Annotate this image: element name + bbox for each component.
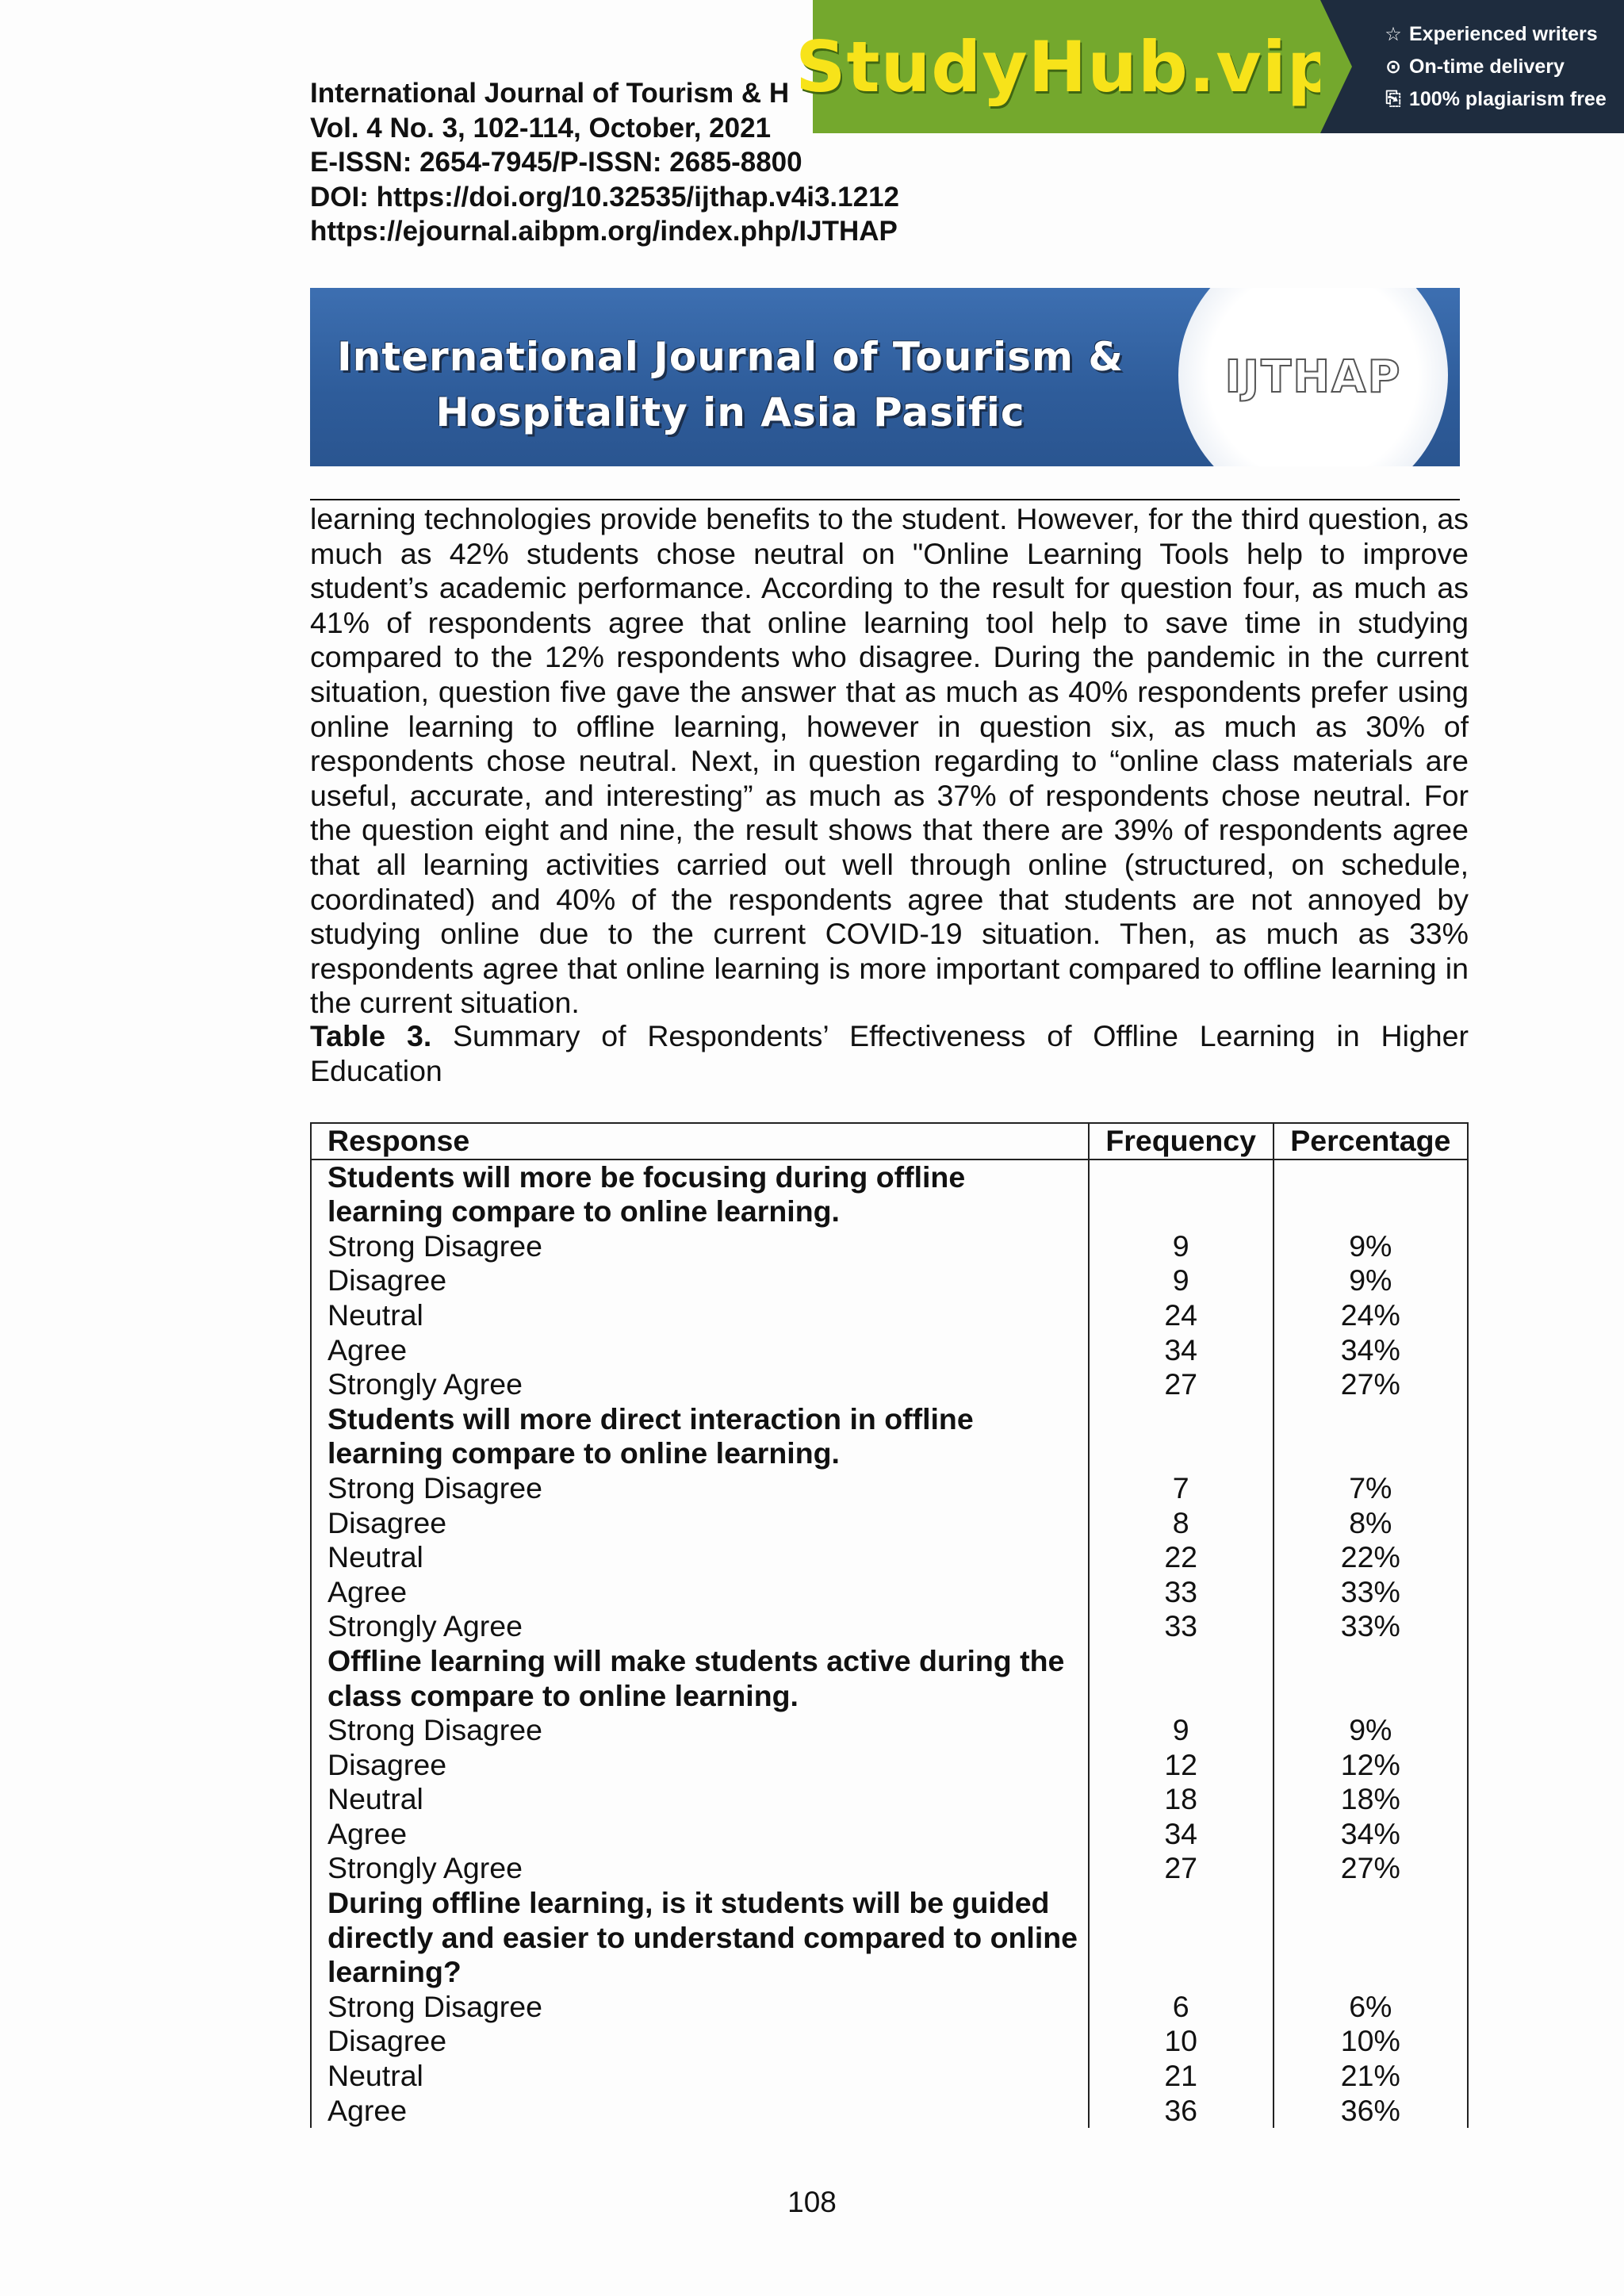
studyhub-ad-banner[interactable] xyxy=(795,0,1624,133)
response-cell: Agree xyxy=(327,1574,408,1608)
percentage-cell: 9% xyxy=(1274,1713,1468,1748)
question-row xyxy=(311,1159,1468,1229)
table-row xyxy=(311,1575,1468,1610)
question-row xyxy=(311,1886,1468,1990)
frequency-cell: 12 xyxy=(1089,1748,1274,1783)
frequency-cell: 8 xyxy=(1089,1506,1274,1541)
frequency-cell: 21 xyxy=(1089,2059,1274,2094)
empty-cell xyxy=(1089,1402,1274,1471)
empty-cell xyxy=(1089,1644,1274,1713)
percentage-cell: 18% xyxy=(1274,1782,1468,1817)
percentage-cell: 10% xyxy=(1274,2024,1468,2059)
ijthap-logo: IJTHAP xyxy=(1224,351,1402,403)
percentage-cell: 9% xyxy=(1274,1263,1468,1298)
percentage-cell: 21% xyxy=(1274,2059,1468,2094)
journal-header xyxy=(310,76,900,249)
ad-feature-label: On-time delivery xyxy=(1409,55,1565,78)
document-icon: ⎘ xyxy=(1385,88,1401,109)
journal-url[interactable]: https://ejournal.aibpm.org/index.php/IJTHAP xyxy=(310,216,898,247)
banner-title xyxy=(310,329,1151,440)
frequency-cell: 34 xyxy=(1089,1333,1274,1368)
response-cell: Strongly Agree xyxy=(327,1609,523,1643)
ad-feature xyxy=(1384,56,1624,79)
ad-feature-label: Experienced writers xyxy=(1409,22,1598,45)
issn-info: E-ISSN: 2654-7945/P-ISSN: 2685-8800 xyxy=(310,147,802,178)
body-paragraph: learning technologies provide benefits to the student. However, for the third question, as much as 42% students chose neutral on "Online Learning Tools help to improve student’s academic performance. According to the result for question four, as much as 41% of respondents agree that online learning tool help to save time in studying compared to the 12% respondents who disagree. During the pandemic in the current situation, question five gave the answer that as much as 40% respondents prefer using online learning to offline learning, however in question six, as much as 30% of respondents chose neutral. Next, in question regarding to “online class materials are useful, accurate, and interesting” as much as 37% of respondents chose neutral. For the question eight and nine, the result shows that there are 39% of respondents agree that all learning activities carried out well through online (structured, on schedule, coordinated) and 40% of the respondents agree that students are not annoyed by studying online due to the current COVID-19 situation. Then, as much as 33% respondents agree that online learning is more important compared to offline learning in the current situation. xyxy=(310,502,1469,1020)
percentage-cell: 33% xyxy=(1274,1575,1468,1610)
column-header-frequency: Frequency xyxy=(1089,1123,1274,1159)
percentage-cell: 34% xyxy=(1274,1333,1468,1368)
frequency-cell: 33 xyxy=(1089,1609,1274,1644)
response-cell: Agree xyxy=(327,2093,408,2127)
response-cell: Strong Disagree xyxy=(327,1470,542,1504)
column-header-response: Response xyxy=(311,1123,1089,1159)
table-row xyxy=(311,1263,1468,1298)
table-header-row xyxy=(311,1123,1468,1159)
frequency-cell: 24 xyxy=(1089,1298,1274,1333)
ad-features-panel xyxy=(1320,0,1624,133)
clock-icon: ⊙ xyxy=(1385,56,1402,78)
table-row xyxy=(311,1748,1468,1783)
question-row xyxy=(311,1402,1468,1471)
ad-feature-label: 100% plagiarism free xyxy=(1409,87,1607,110)
ad-feature xyxy=(1384,23,1624,46)
response-cell: Agree xyxy=(327,1332,408,1366)
banner-title-line: Hospitality in Asia Pasific xyxy=(435,389,1025,435)
percentage-cell: 22% xyxy=(1274,1540,1468,1575)
column-header-percentage: Percentage xyxy=(1274,1123,1468,1159)
empty-cell xyxy=(1089,1159,1274,1229)
empty-cell xyxy=(1274,1886,1468,1990)
empty-cell xyxy=(1274,1402,1468,1471)
response-cell: Disagree xyxy=(327,1505,447,1539)
table-row xyxy=(311,1713,1468,1748)
table-row xyxy=(311,1782,1468,1817)
header-divider xyxy=(310,499,1460,500)
table-caption-label: Table 3. xyxy=(310,1019,432,1052)
table-row xyxy=(311,1298,1468,1333)
table-row xyxy=(311,1506,1468,1541)
response-cell: Disagree xyxy=(327,2024,447,2058)
frequency-cell: 22 xyxy=(1089,1540,1274,1575)
table-row xyxy=(311,1229,1468,1264)
page-number: 108 xyxy=(787,2186,837,2218)
response-cell: Neutral xyxy=(327,1540,423,1574)
banner-title-line: International Journal of Tourism & xyxy=(337,334,1124,380)
empty-cell xyxy=(1089,1886,1274,1990)
table-row xyxy=(311,1609,1468,1644)
question-text: Students will more be focusing during offline learning compare to online learning. xyxy=(327,1159,966,1228)
response-cell: Strong Disagree xyxy=(327,1713,542,1747)
question-text: Students will more direct interaction in offline learning compare to online learning. xyxy=(327,1401,974,1470)
frequency-cell: 27 xyxy=(1089,1851,1274,1886)
volume-info: Vol. 4 No. 3, 102-114, October, 2021 xyxy=(310,112,772,144)
table-caption xyxy=(310,1019,1469,1088)
empty-cell xyxy=(1274,1644,1468,1713)
percentage-cell: 34% xyxy=(1274,1817,1468,1852)
doi-link[interactable]: DOI: https://doi.org/10.32535/ijthap.v4i3.1212 xyxy=(310,181,900,213)
table-row xyxy=(311,2024,1468,2059)
response-cell: Strongly Agree xyxy=(327,1851,523,1885)
ad-logo-panel[interactable] xyxy=(795,0,1338,133)
frequency-cell: 6 xyxy=(1089,1990,1274,2025)
table-row xyxy=(311,2094,1468,2129)
percentage-cell: 27% xyxy=(1274,1851,1468,1886)
table-body xyxy=(311,1159,1468,2129)
response-cell: Agree xyxy=(327,1816,408,1850)
frequency-cell: 33 xyxy=(1089,1575,1274,1610)
star-icon: ☆ xyxy=(1385,23,1402,45)
table-row xyxy=(311,1540,1468,1575)
journal-name: International Journal of Tourism & H xyxy=(310,78,790,109)
percentage-cell: 36% xyxy=(1274,2094,1468,2129)
response-cell: Strongly Agree xyxy=(327,1367,523,1401)
frequency-cell: 27 xyxy=(1089,1367,1274,1402)
table-row xyxy=(311,1471,1468,1506)
response-cell: Neutral xyxy=(327,1297,423,1332)
table-row xyxy=(311,1333,1468,1368)
frequency-cell: 9 xyxy=(1089,1263,1274,1298)
response-cell: Neutral xyxy=(327,1782,423,1816)
table-row xyxy=(311,1367,1468,1402)
percentage-cell: 8% xyxy=(1274,1506,1468,1541)
percentage-cell: 6% xyxy=(1274,1990,1468,2025)
empty-cell xyxy=(1274,1159,1468,1229)
percentage-cell: 33% xyxy=(1274,1609,1468,1644)
table-row xyxy=(311,1990,1468,2025)
frequency-cell: 7 xyxy=(1089,1471,1274,1506)
ad-feature xyxy=(1384,88,1624,111)
question-text: Offline learning will make students active during the class compare to online learning. xyxy=(327,1643,1065,1712)
response-cell: Disagree xyxy=(327,1263,447,1297)
table-row xyxy=(311,1817,1468,1852)
table-row xyxy=(311,1851,1468,1886)
frequency-cell: 9 xyxy=(1089,1229,1274,1264)
table-row xyxy=(311,2059,1468,2094)
response-cell: Strong Disagree xyxy=(327,1989,542,2023)
percentage-cell: 7% xyxy=(1274,1471,1468,1506)
response-cell: Disagree xyxy=(327,1747,447,1781)
question-text: During offline learning, is it students will be guided directly and easier to understand compared to online learning? xyxy=(327,1886,1078,1989)
percentage-cell: 9% xyxy=(1274,1229,1468,1264)
question-row xyxy=(311,1644,1468,1713)
frequency-cell: 18 xyxy=(1089,1782,1274,1817)
journal-banner xyxy=(310,288,1460,466)
frequency-cell: 36 xyxy=(1089,2094,1274,2129)
studyhub-logo[interactable]: StudyHub.vip xyxy=(795,25,1338,108)
percentage-cell: 27% xyxy=(1274,1367,1468,1402)
results-table xyxy=(310,1122,1469,2128)
response-cell: Neutral xyxy=(327,2059,423,2093)
percentage-cell: 24% xyxy=(1274,1298,1468,1333)
frequency-cell: 10 xyxy=(1089,2024,1274,2059)
frequency-cell: 34 xyxy=(1089,1817,1274,1852)
response-cell: Strong Disagree xyxy=(327,1228,542,1263)
percentage-cell: 12% xyxy=(1274,1748,1468,1783)
table-caption-text: Summary of Respondents’ Effectiveness of Offline Learning in Higher Education xyxy=(310,1019,1469,1087)
frequency-cell: 9 xyxy=(1089,1713,1274,1748)
